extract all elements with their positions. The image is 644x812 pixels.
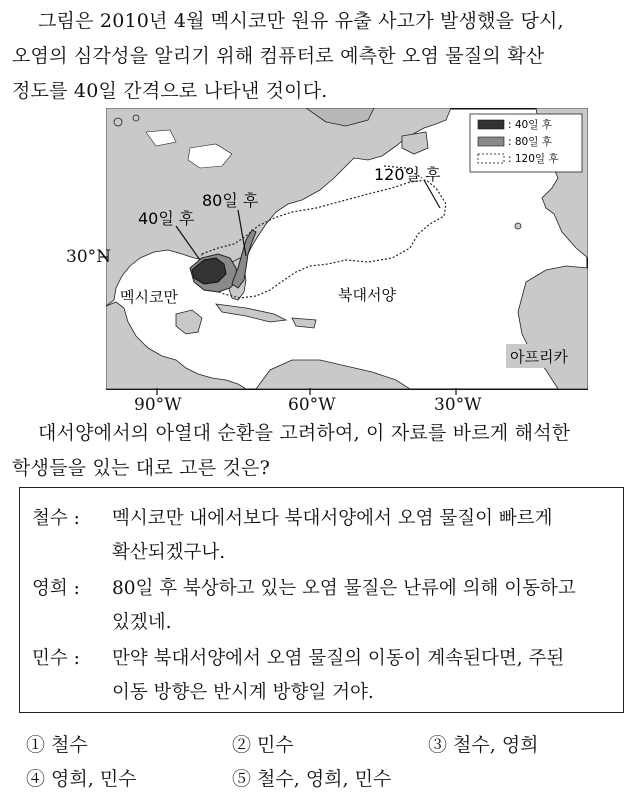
label-gulf-of-mexico: 멕시코만 <box>120 288 178 306</box>
legend-swatch-120 <box>478 154 504 163</box>
legend-swatch-40 <box>478 120 504 129</box>
statement-text: 있겠네. <box>112 612 172 633</box>
statement-text: 이동 방향은 반시계 방향일 거야. <box>112 682 374 703</box>
oil-spill-map <box>106 108 588 390</box>
tick-60w <box>308 388 312 396</box>
longitude-label-60w: 60°W <box>288 395 336 415</box>
legend <box>470 114 582 172</box>
intro-line: 오염의 심각성을 알리기 위해 컴퓨터로 예측한 오염 물질의 확산 <box>12 45 545 67</box>
statement-text: 80일 후 북상하고 있는 오염 물질은 난류에 의해 이동하고 <box>112 578 576 599</box>
label-north-atlantic: 북대서양 <box>338 286 396 304</box>
tick-30n <box>100 255 112 259</box>
statements-box <box>19 487 624 713</box>
statement-text: 확산되겠구나. <box>112 542 226 563</box>
speaker-label: 철수 : <box>32 508 80 529</box>
intro-paragraph <box>12 4 634 109</box>
latitude-label: 30°N <box>66 247 112 267</box>
legend-label-80: : 80일 후 <box>508 136 552 148</box>
legend-label-40: : 40일 후 <box>508 119 552 131</box>
legend-swatch-80 <box>478 137 504 146</box>
statement-text: 멕시코만 내에서보다 북대서양에서 오염 물질이 빠르게 <box>112 508 553 529</box>
label-40-days: 40일 후 <box>138 209 195 228</box>
choice-1[interactable]: ① 철수 <box>26 734 88 756</box>
island <box>114 118 122 126</box>
map-svg <box>106 108 588 390</box>
longitude-label-90w: 90°W <box>134 395 182 415</box>
tick-30w <box>454 388 458 396</box>
question-line: 대서양에서의 아열대 순환을 고려하여, 이 자료를 바르게 해석한 <box>38 422 571 444</box>
intro-line: 정도를 40일 간격으로 나타낸 것이다. <box>12 80 328 102</box>
choice-5[interactable]: ⑤ 철수, 영희, 민수 <box>232 768 392 790</box>
label-80-days: 80일 후 <box>202 191 259 210</box>
choice-2[interactable]: ② 민수 <box>232 734 294 756</box>
label-africa: 아프리카 <box>510 348 568 366</box>
choice-3[interactable]: ③ 철수, 영희 <box>428 734 539 756</box>
question-line: 학생들을 있는 대로 고른 것은? <box>12 457 270 479</box>
label-120-days: 120일 후 <box>374 165 441 184</box>
intro-line: 그림은 2010년 4월 멕시코만 원유 유출 사고가 발생했을 당시, <box>38 10 564 32</box>
speaker-label: 영희 : <box>32 578 80 599</box>
island <box>515 223 521 229</box>
tick-90w <box>155 388 159 396</box>
choice-4[interactable]: ④ 영희, 민수 <box>26 768 137 790</box>
speaker-label: 민수 : <box>32 648 80 669</box>
island <box>133 115 139 121</box>
statement-text: 만약 북대서양에서 오염 물질의 이동이 계속된다면, 주된 <box>112 648 565 669</box>
legend-label-120: : 120일 후 <box>508 153 559 165</box>
question-paragraph <box>12 416 634 486</box>
longitude-label-30w: 30°W <box>434 395 482 415</box>
